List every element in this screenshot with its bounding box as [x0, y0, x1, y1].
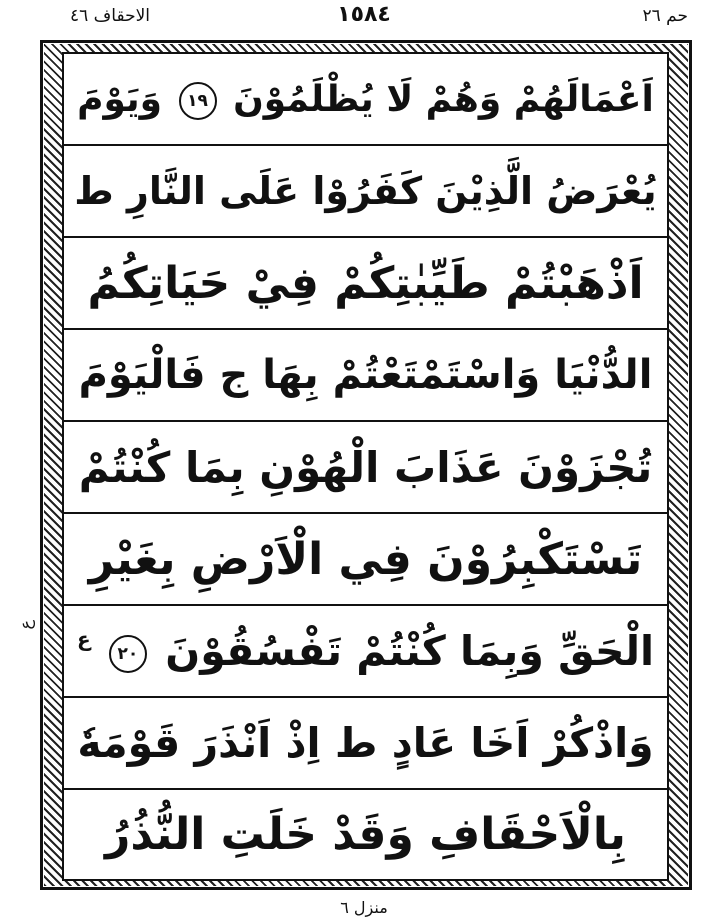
- surah-title: الاحقاف ٤٦: [70, 6, 150, 26]
- text-line-7: [64, 606, 667, 698]
- text-frame: [62, 52, 669, 881]
- ayah-marker-19: ١٩: [179, 82, 217, 120]
- line-1-part-a: اَعْمَالَهُمْ وَهُمْ لَا يُظْلَمُوْنَ: [233, 78, 654, 120]
- line-6-text: تَسْتَكْبِرُوْنَ فِي الْاَرْضِ بِغَيْرِ: [88, 533, 643, 585]
- text-line-4: [64, 330, 667, 422]
- manzil-footer: منزل ٦: [340, 898, 388, 917]
- line-7-text: [77, 627, 654, 675]
- line-8-text: وَاذْكُرْ اَخَا عَادٍ ط اِذْ اَنْذَرَ قَوْمَهٗ: [77, 719, 654, 767]
- margin-ruku-note: ع: [16, 620, 35, 630]
- text-line-8: [64, 698, 667, 790]
- line-1-text: [77, 79, 654, 120]
- line-1-part-b: وَيَوْمَ: [77, 78, 162, 120]
- text-line-2: [64, 146, 667, 238]
- text-line-3: [64, 238, 667, 330]
- line-5-text: تُجْزَوْنَ عَذَابَ الْهُوْنِ بِمَا كُنْتُمْ: [78, 442, 653, 492]
- ayah-marker-20: ٢٠: [109, 635, 147, 673]
- line-3-text: اَذْهَبْتُمْ طَيِّبٰتِكُمْ فِيْ حَيَاتِكُمُ: [87, 257, 644, 309]
- page-number: ١٥٨٤: [337, 2, 391, 27]
- line-9-text: بِالْاَحْقَافِ وَقَدْ خَلَتِ النُّذُرُ: [105, 809, 626, 860]
- line-2-text: يُعْرَضُ الَّذِيْنَ كَفَرُوْا عَلَى النَّارِ ط: [74, 169, 657, 213]
- text-line-9: [64, 790, 667, 879]
- part-label: حم ٢٦: [642, 6, 688, 26]
- text-line-5: [64, 422, 667, 514]
- ruku-sign: ع: [76, 627, 91, 651]
- line-7-part-a: الْحَقِّ وَبِمَا كُنْتُمْ تَفْسُقُوْنَ: [165, 627, 655, 675]
- line-4-text: الدُّنْيَا وَاسْتَمْتَعْتُمْ بِهَا ج فَالْيَوْمَ: [78, 352, 653, 398]
- text-line-1: [64, 54, 667, 146]
- text-line-6: [64, 514, 667, 606]
